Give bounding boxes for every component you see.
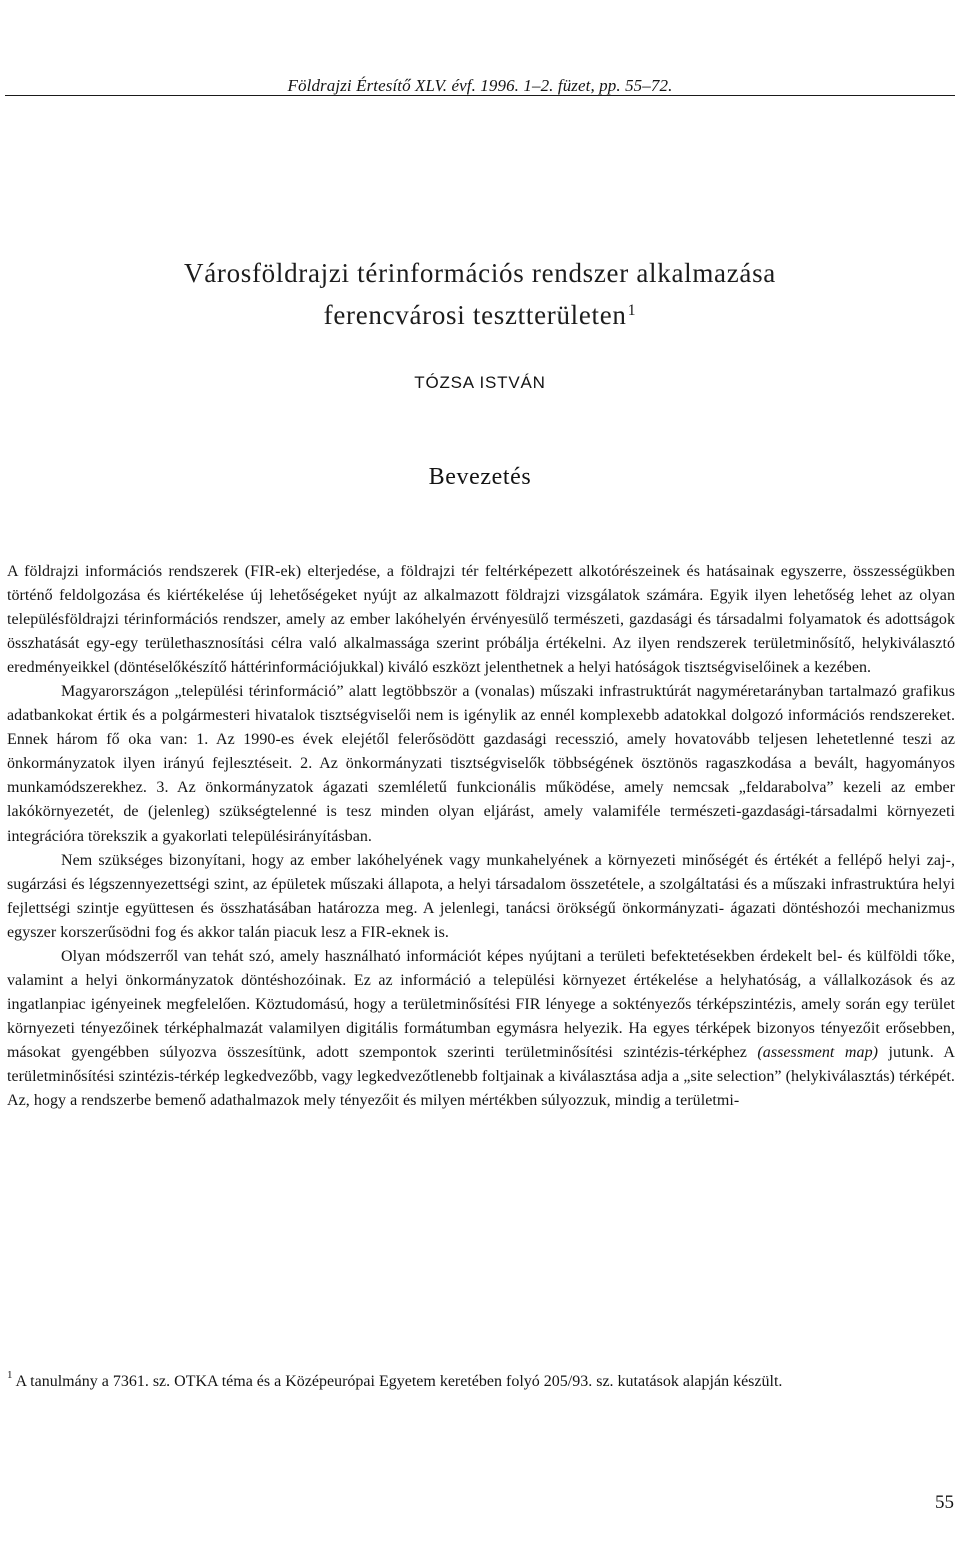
running-header: Földrajzi Értesítő XLV. évf. 1996. 1–2. füzet, pp. 55–72. [287, 76, 673, 95]
header-rule [5, 95, 955, 96]
footnote-mark: 1 [7, 1369, 13, 1381]
title-footnote-mark[interactable]: 1 [627, 302, 637, 319]
paragraph-4 [7, 945, 955, 1113]
article-title [0, 252, 960, 336]
section-heading: Bevezetés [428, 464, 532, 490]
paragraph-1-text: A földrajzi információs rendszerek (FIR-ek) elterjedése, a földrajzi tér feltérképezett alkotórészeinek és hatásainak egyszerre, összességükben történő feldolgozása és kiértékelése új lehetőségeket nyújt az alkalmazott földrajzi vizsgálatok számára. Egyik ilyen lehetőség lehet az olyan településföldrajzi térinformációs rendszer, amely az ember lakóhelyén érvényesülő természeti, gazdasági és társadalmi folyamatok és adottságok összhatását egy-egy területhasznosítási célra való alkalmassága szerint próbálja értékelni. Az ilyen rendszerek területminősítő, helykiválasztó eredményeikkel (döntéselőkészítő háttérinformációjukkal) kiváló eszközt jelenthetnek a helyi hatóságok tisztségviselőinek a kezében. [7, 563, 955, 677]
article-body [7, 560, 955, 1113]
paragraph-4-text-b: jutunk. A területminősítési szintézis-térkép legkedvezőbb, vagy legkedvezőtlenebb foltjainak a kiválasztása adja a „site selection” (helykiválasztás) térképét. Az, hogy a rendszerbe bemenő adathalmazok mely tényezőit és milyen mértékben súlyozzuk, mindig a területmi- [7, 1043, 955, 1110]
author-name: TÓZSA ISTVÁN [414, 373, 546, 392]
article-title-line-2 [0, 294, 960, 336]
footnote [7, 1370, 955, 1394]
footnote-text: A tanulmány a 7361. sz. OTKA téma és a Középeurópai Egyetem keretében folyó 205/93. sz. kutatások alapján készült. [15, 1373, 783, 1390]
paragraph-1 [7, 560, 955, 680]
title-text-1: Városföldrajzi térinformációs rendszer alkalmazása [184, 258, 776, 288]
title-text-2: ferencvárosi tesztterületen [323, 300, 627, 330]
paragraph-4-text-a: Olyan módszerről van tehát szó, amely használható információt képes nyújtani a területi befektetésekben érdekelt bel- és külföldi tőke, valamint a helyi önkormányzatok döntéshozóinak. Ez az információ a települési környezet értékelése a helyhatóság, a vállalkozások és az ingatlanpiac igényeinek megfelelően. Köztudomású, hogy a területminősítési FIR lényege a soktényezős térképszintézis, amely során egy terület környezeti tényezőinek térképhalmazát valamilyen digitális formátumban egymásra helyezik. Ha egyes térképek bizonyos tényezőit erősebben, másokat gyengébben súlyozva összesítünk, adott szempontok szerinti területminősítési szintézis-térképhez [7, 947, 955, 1061]
paragraph-3 [7, 849, 955, 945]
page-number: 55 [935, 1492, 954, 1513]
paragraph-4-emphasis: (assessment map) [757, 1043, 878, 1061]
paragraph-3-text: Nem szükséges bizonyítani, hogy az ember lakóhelyének vagy munkahelyének a környezeti minőségét és értékét a fellépő helyi zaj-, sugárzási és légszennyezettségi szint, az épületek műszaki állapota, a helyi társadalom összetétele, a szolgáltatási és a műszaki infrastruktúra helyi fejlettségi szintje együttesen és összhatásában határozza meg. A jelenlegi, tanácsi örökségű önkormányzati- ágazati döntéshozói mechanizmus egyszer korszerűsödni fog és akkor talán piacuk lesz a FIR-eknek is. [7, 851, 955, 941]
paragraph-2 [7, 680, 955, 848]
article-title-line-1 [0, 252, 960, 294]
paragraph-2-text: Magyarországon „települési térinformáció” alatt legtöbbször a (vonalas) műszaki infrastruktúrát nagyméretarányban tartalmazó grafikus adatbankokat értik és a polgármesteri hivatalok tisztségviselői nem is igénylik az ennél komplexebb adatokkal dolgozó információs rendszereket. Ennek három fő oka van: 1. Az 1990-es évek elejétől felerősödött gazdasági recesszió, amely hovatovább teljesen lehetetlenné teszi az önkormányzatok ilyen irányú fejlesztéseit. 2. Az önkormányzati tisztségviselők többségének ösztönös ragaszkodása a bevált, hagyományos munkamódszerekhez. 3. Az önkormányzatok ágazati szemléletű funkcionális működése, amely nemcsak „feldarabolva” kezeli az ember lakókörnyezetét, de (jelenleg) szükségtelenné is tesz minden olyan eljárást, amely valamiféle természeti-gazdasági-társadalmi környezeti integrációra törekszik a gyakorlati településirányításban. [7, 683, 955, 845]
